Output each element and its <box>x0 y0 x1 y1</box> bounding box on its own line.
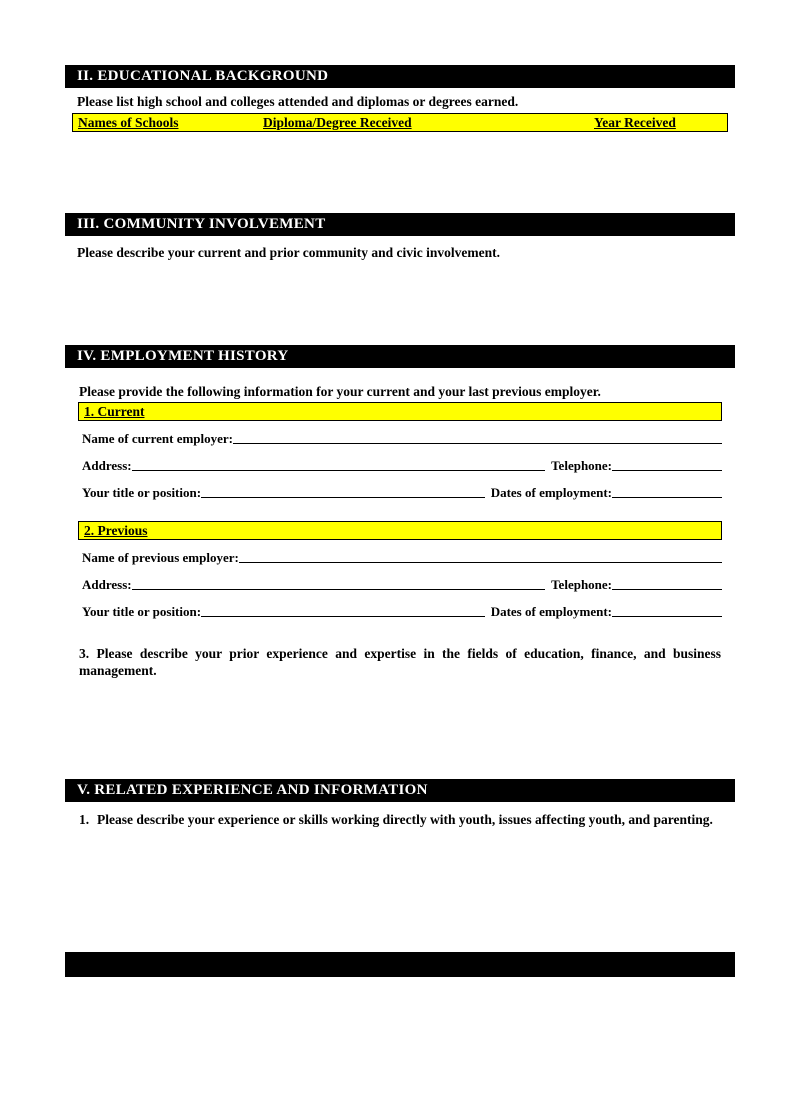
current-address-label: Address: <box>82 458 132 473</box>
current-address-fill-line <box>132 470 545 471</box>
previous-dates-label: Dates of employment: <box>490 604 612 619</box>
previous-address-row <box>78 577 722 593</box>
column-names-of-schools: Names of Schools <box>78 114 179 130</box>
related-question-1-text: Please describe your experience or skills working directly with youth, issues affecting youth, and parenting. <box>97 812 713 827</box>
current-employer-label: Name of current employer: <box>82 431 234 446</box>
community-write-area <box>65 261 735 345</box>
current-employer-row <box>78 431 722 447</box>
related-question-1-number: 1. <box>79 812 90 827</box>
previous-employer-row <box>78 550 722 566</box>
section-employment-header <box>65 345 735 368</box>
current-employer-heading <box>78 402 722 421</box>
section-community-header <box>65 213 735 236</box>
column-diploma-degree-received: Diploma/Degree Received <box>263 114 412 130</box>
previous-telephone-fill-line <box>612 589 722 590</box>
previous-employer-label: Name of previous employer: <box>82 550 239 565</box>
current-title-fill-line <box>201 497 485 498</box>
previous-title-fill-line <box>201 616 485 617</box>
employment-question-3: 3. Please describe your prior experience and expertise in the fields of education, finance, and business management. <box>79 646 721 678</box>
previous-employer-heading <box>78 521 722 540</box>
previous-address-fill-line <box>132 589 545 590</box>
section-educational-header <box>65 65 735 88</box>
current-telephone-fill-line <box>612 470 722 471</box>
current-title-row <box>78 485 722 501</box>
section-employment-title: IV. EMPLOYMENT HISTORY <box>77 348 289 364</box>
educational-instruction: Please list high school and colleges attended and diplomas or degrees earned. <box>77 94 519 109</box>
community-instruction: Please describe your current and prior community and civic involvement. <box>77 245 500 260</box>
section-community-title: III. COMMUNITY INVOLVEMENT <box>77 216 326 232</box>
schools-table-header-row <box>72 113 728 132</box>
previous-title-label: Your title or position: <box>82 604 202 619</box>
section-related-header <box>65 779 735 802</box>
application-form-page <box>65 65 735 977</box>
section-related-title: V. RELATED EXPERIENCE AND INFORMATION <box>77 782 428 798</box>
column-year-received: Year Received <box>594 114 676 130</box>
previous-dates-fill-line <box>612 616 722 617</box>
schools-write-area <box>65 132 735 213</box>
current-dates-label: Dates of employment: <box>490 485 612 500</box>
related-question-1 <box>65 811 735 828</box>
current-employer-fill-line <box>233 443 722 444</box>
current-address-row <box>78 458 722 474</box>
bottom-black-bar <box>65 952 735 977</box>
current-telephone-label: Telephone: <box>551 458 612 473</box>
current-dates-fill-line <box>612 497 722 498</box>
current-title-label: Your title or position: <box>82 485 202 500</box>
employment-instruction: Please provide the following information for your current and your last previous employer. <box>79 384 601 399</box>
employment-question-3-write-area <box>65 679 735 779</box>
previous-telephone-label: Telephone: <box>551 577 612 592</box>
current-employer-heading-label: 1. Current <box>84 404 145 419</box>
previous-employer-fill-line <box>239 562 722 563</box>
previous-employer-heading-label: 2. Previous <box>84 523 148 538</box>
previous-title-row <box>78 604 722 620</box>
related-question-1-write-area <box>65 828 735 952</box>
section-educational-title: II. EDUCATIONAL BACKGROUND <box>77 68 329 84</box>
previous-address-label: Address: <box>82 577 132 592</box>
